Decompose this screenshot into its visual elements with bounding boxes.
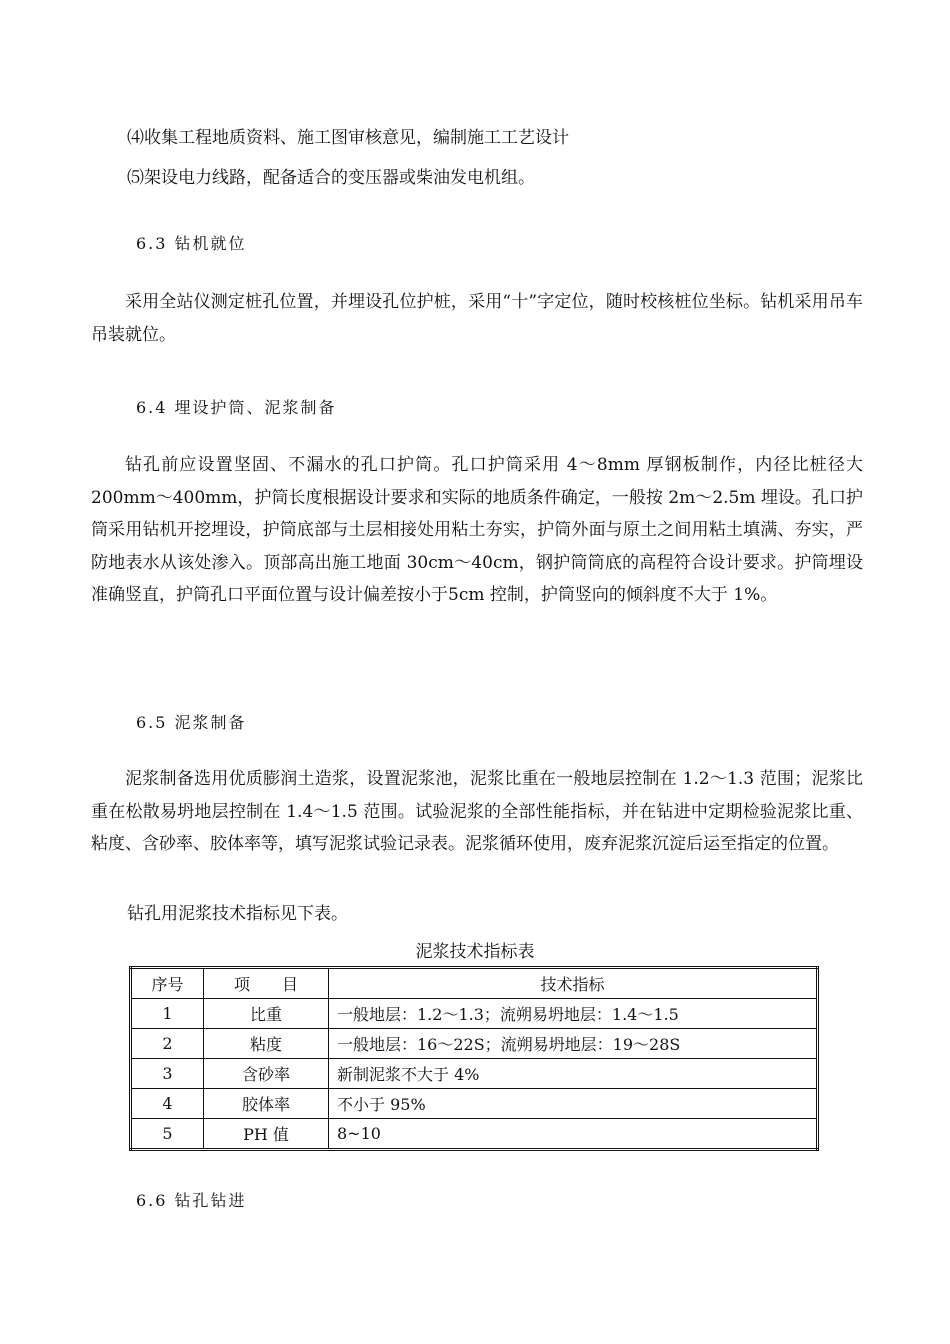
table-caption: 泥浆技术指标表 [415,942,535,962]
cell-no: 5 [131,1119,204,1150]
cell-no: 3 [131,1059,204,1089]
cell-spec: 不小于 95% [329,1089,818,1119]
cell-no: 4 [131,1089,204,1119]
header-cell-spec: 技术指标 [329,968,818,999]
cell-spec: 新制泥浆不大于 4% [329,1059,818,1089]
section-heading-6-6: 6.6 钻孔钻进 [136,1191,247,1210]
cell-item: PH 值 [204,1119,329,1150]
paragraph-6-4: 钻孔前应设置坚固、不漏水的孔口护筒。孔口护筒采用 4～8mm 厚钢板制作，内径比桩径大 200mm～400mm，护筒长度根据设计要求和实际的地质条件确定，一般按 2m～2.5m 埋设。孔口护筒采用钻机开挖埋设，护筒底部与土层相接处用粘土夯实，护筒外面与原土之间用粘土填满、夯实，严防地表水从该处渗入。顶部高出施工地面 30cm～40cm，钢护筒筒底的高程符合设计要求。护筒埋设准确竖直，护筒孔口平面位置与设计偏差按小于5cm 控制，护筒竖向的倾斜度不大于 1%。 [91,455,863,605]
table-row [131,1119,818,1150]
paragraph-6-5-table-intro: 钻孔用泥浆技术指标见下表。 [127,904,348,924]
list-item-5: ⑸架设电力线路，配备适合的变压器或柴油发电机组。 [127,168,535,188]
cell-no: 1 [131,999,204,1029]
header-cell-no: 序号 [131,968,204,999]
paragraph-6-3: 采用全站仪测定桩孔位置，并埋设孔位护桩，采用“十”字定位，随时校核桩位坐标。钻机采用吊车吊装就位。 [91,292,863,345]
cell-item: 胶体率 [204,1089,329,1119]
section-heading-6-4: 6.4 埋设护筒、泥浆制备 [136,398,337,417]
cell-item: 比重 [204,999,329,1029]
table-row [131,1059,818,1089]
cell-item: 含砂率 [204,1059,329,1089]
table-header-row [131,968,818,999]
cell-no: 2 [131,1029,204,1059]
cell-spec: 8~10 [329,1119,818,1150]
cell-spec: 一般地层：16～22S；流朔易坍地层：19～28S [329,1029,818,1059]
header-cell-item: 项 目 [204,968,329,999]
section-heading-6-5: 6.5 泥浆制备 [136,713,247,732]
table-row [131,1089,818,1119]
cell-spec: 一般地层：1.2～1.3；流朔易坍地层：1.4～1.5 [329,999,818,1029]
table-row [131,1029,818,1059]
section-heading-6-3: 6.3 钻机就位 [136,234,247,253]
list-item-4: ⑷收集工程地质资料、施工图审核意见，编制施工工艺设计 [127,128,569,148]
cell-item: 粘度 [204,1029,329,1059]
table-row [131,999,818,1029]
paragraph-6-5: 泥浆制备选用优质膨润土造浆，设置泥浆池，泥浆比重在一般地层控制在 1.2～1.3 范围；泥浆比重在松散易坍地层控制在 1.4～1.5 范围。试验泥浆的全部性能指标，并在钻进中定期检验泥浆比重、粘度、含砂率、胶体率等，填写泥浆试验记录表。泥浆循环使用，废弃泥浆沉淀后运至指定的位置。 [91,769,863,854]
mud-spec-table [129,966,819,1151]
